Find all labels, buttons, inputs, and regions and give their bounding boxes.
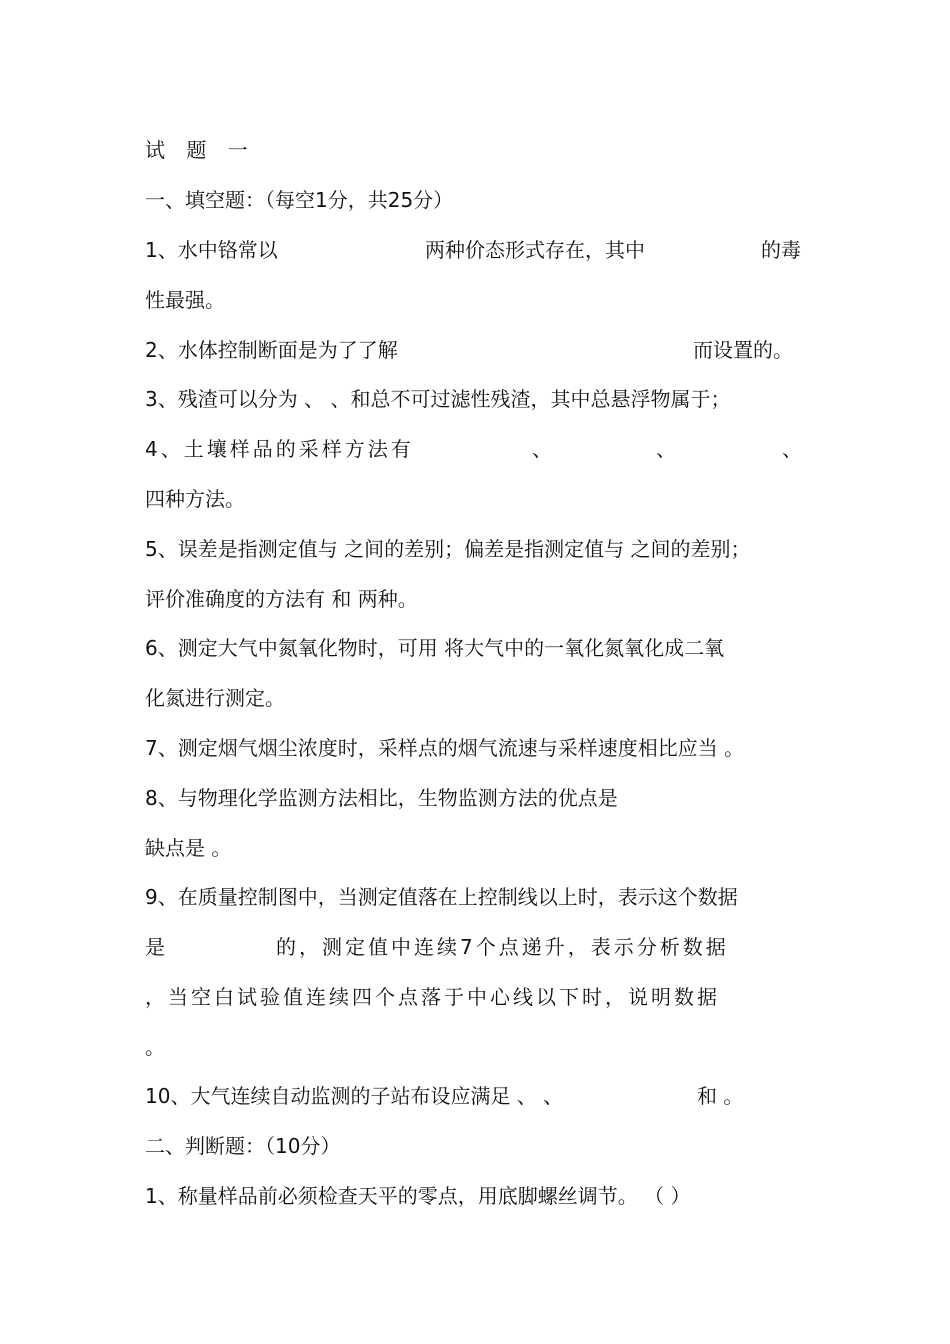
- question-3: 3、残渣可以分为 、 、和总不可过滤性残渣，其中总悬浮物属于；: [145, 387, 731, 411]
- question-7: 7、测定烟气烟尘浓度时，采样点的烟气流速与采样速度相比应当 。: [145, 736, 745, 760]
- question-8-line-2: 缺点是 。: [145, 836, 232, 860]
- question-5-line-1: 5、误差是指测定值与 之间的差别；偏差是指测定值与 之间的差别；: [145, 537, 751, 561]
- question-4-part-a: 4、土壤样品的采样方法有: [145, 437, 414, 461]
- question-4-sep-3: 、: [782, 437, 802, 461]
- question-1-part-c: 的毒: [761, 238, 801, 262]
- section-heading-fill-in: 一、填空题：（每空1分，共25分）: [145, 188, 454, 212]
- question-10-part-b: 和 。: [697, 1084, 744, 1108]
- title-char-2: 题: [186, 138, 207, 162]
- question-4-sep-2: 、: [656, 437, 676, 461]
- question-9-line-3: ，当空白试验值连续四个点落于中心线以下时，说明数据: [145, 985, 720, 1009]
- title-char-1: 试: [145, 138, 165, 162]
- question-2-part-b: 而设置的。: [693, 338, 793, 362]
- title-char-3: 一: [227, 138, 248, 162]
- question-6-line-2: 化氮进行测定。: [145, 686, 285, 710]
- question-1-part-b: 两种价态形式存在，其中: [425, 238, 645, 262]
- question-10-part-a: 10、大气连续自动监测的子站布设应满足 、 、: [145, 1084, 564, 1108]
- question-9-line-4: 。: [145, 1035, 165, 1059]
- question-9-line-2-rest: 的，测定值中连续7个点递升，表示分析数据: [276, 935, 729, 959]
- question-6-line-1: 6、测定大气中氮氧化物时，可用 将大气中的一氧化氮氧化成二氧: [145, 636, 725, 660]
- question-1-line-2: 性最强。: [145, 288, 225, 312]
- question-4-line-2: 四种方法。: [145, 487, 245, 511]
- question-5-line-2: 评价准确度的方法有 和 两种。: [145, 587, 418, 611]
- question-2-part-a: 2、水体控制断面是为了了解: [145, 338, 398, 362]
- question-1-line-1: [145, 237, 278, 263]
- question-9-line-1: 9、在质量控制图中，当测定值落在上控制线以上时，表示这个数据: [145, 885, 738, 909]
- document-title: [145, 137, 263, 163]
- question-9-line-2-start: 是: [145, 935, 165, 959]
- question-1-part-a: 1、水中铬常以: [145, 238, 278, 262]
- section-heading-true-false: 二、判断题：（10分）: [145, 1134, 341, 1158]
- question-4-sep-1: 、: [532, 437, 552, 461]
- tf-question-1: 1、称量样品前必须检查天平的零点，用底脚螺丝调节。 （ ）: [145, 1184, 691, 1208]
- question-8-line-1: 8、与物理化学监测方法相比，生物监测方法的优点是: [145, 786, 618, 810]
